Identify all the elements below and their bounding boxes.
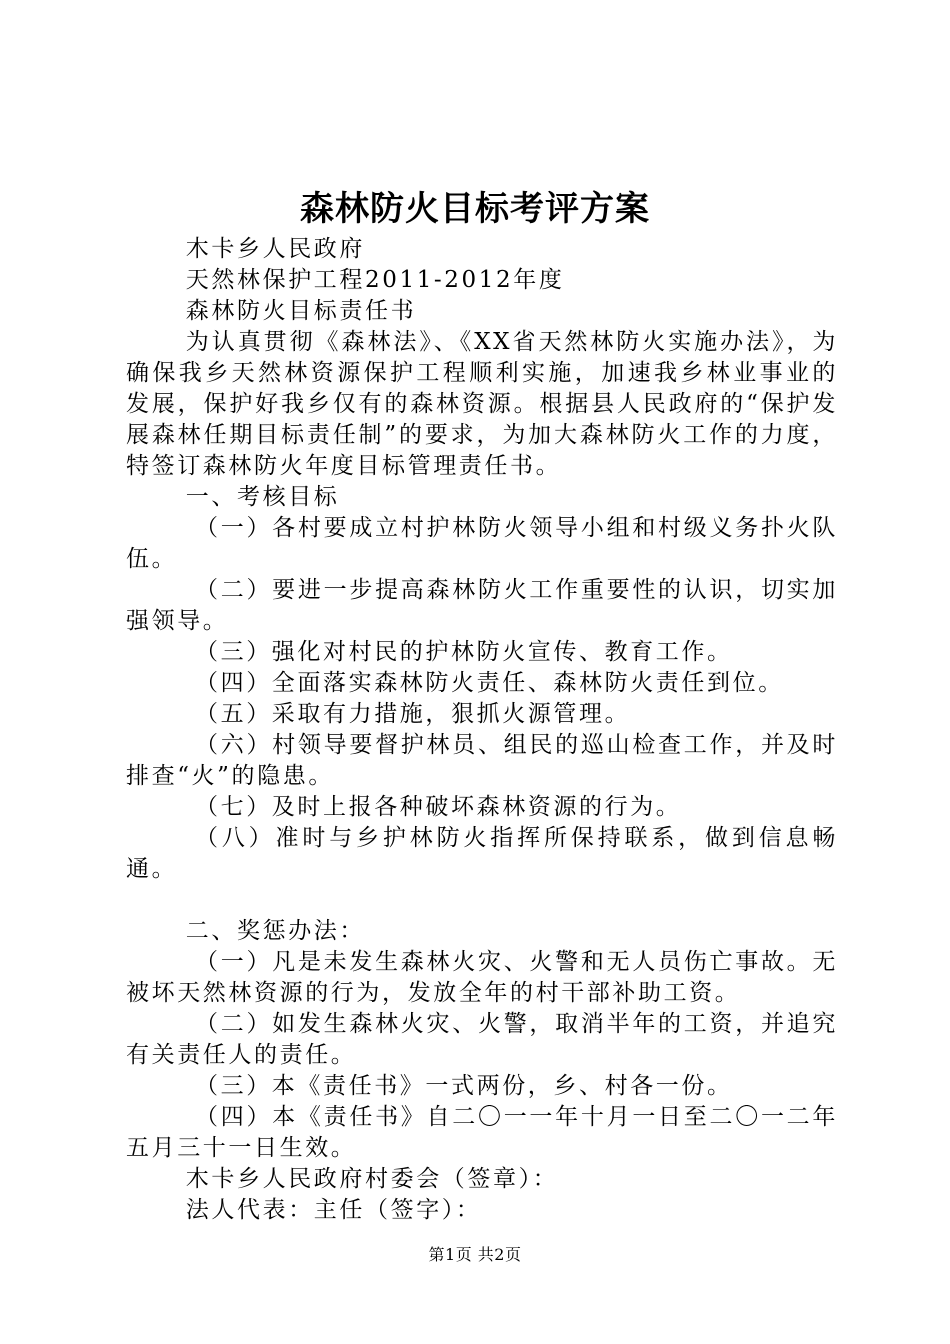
section1-item: （八）准时与乡护林防火指挥所保持联系，做到信息畅通。 xyxy=(126,825,838,882)
blank-line xyxy=(126,885,838,916)
section1-item: （四）全面落实森林防火责任、森林防火责任到位。 xyxy=(195,670,784,696)
document-title: 森林防火目标考评方案 xyxy=(300,189,650,229)
project-line: 天然林保护工程2011-2012年度 xyxy=(185,267,565,293)
page-footer: 第1页 共2页 xyxy=(428,1245,522,1264)
section1-item: （一）各村要成立村护林防火领导小组和村级义务扑火队伍。 xyxy=(126,515,838,572)
section2-item: （一）凡是未发生森林火灾、火警和无人员伤亡事故。无被坏天然林资源的行为，发放全年的村干部补助工资。 xyxy=(126,949,838,1006)
section1-heading: 一、考核目标 xyxy=(185,484,340,510)
issuer-line: 木卡乡人民政府 xyxy=(185,236,365,262)
section1-item: （二）要进一步提高森林防火工作重要性的认识，切实加强领导。 xyxy=(126,577,838,634)
section2-item: （四）本《责任书》自二〇一一年十月一日至二〇一二年五月三十一日生效。 xyxy=(126,1104,838,1161)
signature-representative: 法人代表：主任（签字）： xyxy=(185,1197,482,1223)
section2-item: （三）本《责任书》一式两份，乡、村各一份。 xyxy=(195,1073,733,1099)
intro-paragraph: 为认真贯彻《森林法》、《XX省天然林防火实施办法》，为确保我乡天然林资源保护工程顺利实施，加速我乡林业事业的发展，保护好我乡仅有的森林资源。根据县人民政府的“保护发展森林任期目标责任制”的要求，为加大森林防火工作的力度，特签订森林防火年度目标管理责任书。 xyxy=(126,329,838,479)
section1-item: （七）及时上报各种破坏森林资源的行为。 xyxy=(195,794,682,820)
signature-party: 木卡乡人民政府村委会（签章）： xyxy=(185,1166,559,1192)
section2-heading: 二、奖惩办法： xyxy=(185,918,365,944)
section1-item: （六）村领导要督护林员、组民的巡山检查工作，并及时排查“火”的隐患。 xyxy=(126,732,838,789)
doc-name-line: 森林防火目标责任书 xyxy=(185,298,417,324)
section2-item: （二）如发生森林火灾、火警，取消半年的工资，并追究有关责任人的责任。 xyxy=(126,1011,838,1068)
section1-item: （三）强化对村民的护林防火宣传、教育工作。 xyxy=(195,639,733,665)
document-body xyxy=(126,234,838,1226)
section1-item: （五）采取有力措施，狠抓火源管理。 xyxy=(195,701,631,727)
